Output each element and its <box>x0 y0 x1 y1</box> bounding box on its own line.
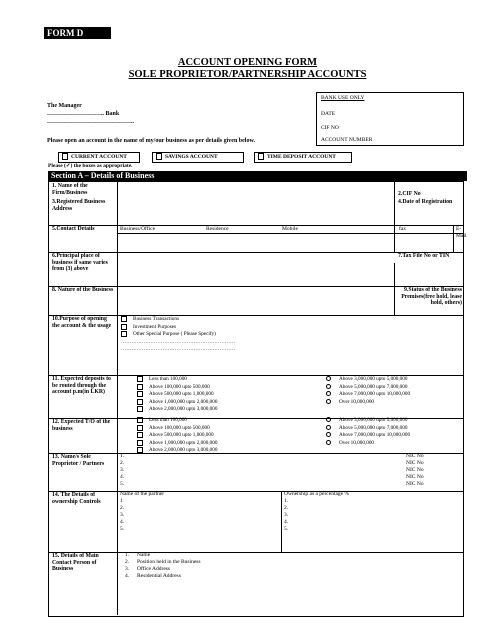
partner-row[interactable]: 2. <box>120 460 125 466</box>
radio-icon[interactable] <box>326 399 331 404</box>
bank-use-cif[interactable]: CIF NO <box>321 125 339 131</box>
radio-icon[interactable] <box>326 376 331 381</box>
field-contact-details: 5.Contact Details <box>52 226 95 232</box>
contact-person-list <box>125 552 201 580</box>
addressee-manager: The Manager <box>47 103 82 109</box>
radio-icon[interactable] <box>326 440 331 445</box>
ownership-percent-row[interactable]: 5. <box>284 526 289 532</box>
turnover-range-option[interactable]: Above 3,000,000 upto 5,000,000 <box>326 417 410 425</box>
request-text: Please open an account in the name of my/our business as per details given below. <box>47 138 255 144</box>
turnover-range-option[interactable]: Over 10,000,000 <box>326 440 410 448</box>
checkbox-icon[interactable] <box>121 324 127 330</box>
bank-use-account-number[interactable]: ACCOUNT NUMBER <box>321 137 373 143</box>
field-ownership: 14. The Details of ownership Controls <box>52 492 101 505</box>
ownership-percent-row[interactable]: 4. <box>284 519 289 525</box>
details-table <box>48 181 467 617</box>
ownership-partner-row[interactable]: 5. <box>120 526 125 532</box>
contact-person-name[interactable]: 1. Name <box>125 552 151 558</box>
bank-use-box <box>316 92 464 146</box>
addressee-bank: ……………………….. Bank <box>47 111 120 117</box>
current-account-option[interactable]: CURRENT ACCOUNT <box>58 152 140 163</box>
radio-icon[interactable] <box>326 384 331 389</box>
checkbox-icon[interactable] <box>121 331 127 337</box>
tick-note: Please (✓) the boxes as appropriate. <box>48 163 133 169</box>
ownership-partner-row[interactable]: 3. <box>120 512 125 518</box>
turnover-ranges-left <box>137 417 217 455</box>
deposit-range-option[interactable]: Less than 100,000 <box>137 376 217 384</box>
checkbox-icon[interactable] <box>137 447 143 453</box>
partner-row[interactable]: 5. <box>120 481 125 487</box>
addressee-blank: …………………………………….. <box>47 119 134 125</box>
field-expected-turnover: 12. Expected T/O of the business <box>52 419 111 432</box>
deposit-range-option[interactable]: Above 1,000,000 upto 2,000,000 <box>137 399 217 407</box>
purpose-specify-line[interactable]: ………………………………………………………… <box>121 346 236 352</box>
deposit-range-option[interactable]: Above 3,000,000 upto 5,000,000 <box>326 376 410 384</box>
deposit-range-option[interactable]: Over 10,000,000 <box>326 399 410 407</box>
checkbox-icon[interactable] <box>137 376 143 382</box>
ownership-percent-column <box>284 491 349 533</box>
contact-business-office[interactable]: Business/Office <box>120 226 156 232</box>
turnover-range-option[interactable]: Above 2,000,000 upto 3,000,000 <box>137 447 217 455</box>
purpose-option-other[interactable]: Other Special Purpose ( Please Specify) <box>121 331 235 339</box>
nic-field[interactable]: NIC No <box>406 467 424 473</box>
turnover-range-option[interactable]: Above 100,000 upto 500,000 <box>137 425 217 433</box>
partner-row[interactable]: 3. <box>120 467 125 473</box>
checkbox-icon[interactable] <box>137 384 143 390</box>
turnover-range-option[interactable]: Above 1,000,000 upto 2,000,000 <box>137 440 217 448</box>
field-firm-name: 1. Name of the Firm/Business <box>52 183 88 196</box>
purpose-option-investment[interactable]: Investment Purposes <box>121 324 235 332</box>
ownership-partner-header: Name of the partner <box>120 491 165 497</box>
deposit-range-option[interactable]: Above 2,000,000 upto 3,000,000 <box>137 406 217 414</box>
checkbox-icon[interactable] <box>137 417 143 423</box>
checkbox-icon[interactable] <box>137 391 143 397</box>
ownership-partner-row[interactable]: 4. <box>120 519 125 525</box>
savings-account-option[interactable]: SAVINGS ACCOUNT <box>152 152 244 163</box>
contact-fax[interactable]: fax <box>399 226 407 232</box>
turnover-range-option[interactable]: Above 500,000 upto 1,000,000 <box>137 432 217 440</box>
partner-list <box>120 453 124 488</box>
checkbox-icon[interactable] <box>258 153 264 160</box>
radio-icon[interactable] <box>326 432 331 437</box>
field-registered-address: 3.Registered Business Address <box>52 199 106 212</box>
checkbox-icon[interactable] <box>137 432 143 438</box>
field-contact-person: 15. Details of Main Contact Person of Business <box>52 553 99 573</box>
ownership-percent-row[interactable]: 1. <box>284 498 289 504</box>
form-title: ACCOUNT OPENING FORM <box>177 57 318 68</box>
deposit-range-option[interactable]: Above 5,000,000 upto 7,000,000 <box>326 384 410 392</box>
contact-person-office-address[interactable]: 3. Office Address <box>125 566 171 572</box>
field-principal-place: 6.Principal place of business if same varies from (3) above <box>52 253 108 273</box>
field-cif-no[interactable]: 2.CIF No <box>398 191 421 197</box>
deposit-range-option[interactable]: Above 500,000 upto 1,000,000 <box>137 391 217 399</box>
purpose-option-business[interactable]: Business Transactions <box>121 316 235 324</box>
nic-field[interactable]: NIC No <box>406 453 424 459</box>
checkbox-icon[interactable] <box>137 425 143 431</box>
radio-icon[interactable] <box>326 425 331 430</box>
ownership-partner-row[interactable]: 2. <box>120 505 125 511</box>
nic-field[interactable]: NIC No <box>406 474 424 480</box>
deposit-ranges-left <box>137 376 217 414</box>
partner-row[interactable]: 1. <box>120 453 125 459</box>
field-tax-file-no[interactable]: 7.Tax File No or TIN <box>398 253 450 259</box>
section-a-header: Section A – Details of Business <box>48 171 467 181</box>
nic-list <box>406 453 424 488</box>
ownership-percent-row[interactable]: 2. <box>284 505 289 511</box>
ownership-percent-row[interactable]: 3. <box>284 512 289 518</box>
turnover-range-option[interactable]: Above 5,000,000 upto 7,000,000 <box>326 425 410 433</box>
nic-field[interactable]: NIC No <box>406 460 424 466</box>
ownership-partner-row[interactable]: 1 <box>120 498 123 504</box>
bank-use-header: BANK USE ONLY <box>321 95 365 101</box>
time-deposit-option[interactable]: TIME DEPOSIT ACCOUNT <box>254 152 352 163</box>
form-label: FORM D <box>44 27 111 39</box>
radio-icon[interactable] <box>326 391 331 396</box>
partner-row[interactable]: 4. <box>120 474 125 480</box>
form-subtitle: SOLE PROPRIETOR/PARTNERSHIP ACCOUNTS <box>128 69 367 80</box>
contact-person-residential-address[interactable]: 4. Residential Address <box>125 573 181 579</box>
field-purpose: 10.Purpose of opening the account & the usage <box>52 316 112 329</box>
deposit-range-option[interactable]: Above 7,000,000 upto 10,000,000 <box>326 391 410 399</box>
checkbox-icon[interactable] <box>137 406 143 412</box>
checkbox-icon[interactable] <box>156 153 162 160</box>
checkbox-icon[interactable] <box>137 440 143 446</box>
ownership-partner-column <box>120 491 164 533</box>
nic-field[interactable]: NIC No <box>406 481 424 487</box>
bank-use-date[interactable]: DATE <box>321 111 336 117</box>
turnover-ranges-right <box>326 417 410 447</box>
ownership-percent-header: Ownership as a percentage % <box>284 491 350 497</box>
checkbox-icon[interactable] <box>121 316 127 322</box>
contact-mobile[interactable]: Mobile <box>282 226 298 232</box>
contact-residence[interactable]: Residence <box>206 226 229 232</box>
field-partner-names: 13. Name/s Sole Proprietor / Partners <box>52 454 105 467</box>
contact-person-position[interactable]: 2. Position held in the Business <box>125 559 201 565</box>
checkbox-icon[interactable] <box>137 399 143 405</box>
turnover-range-option[interactable]: Less than 100,000 <box>137 417 217 425</box>
field-registration-date[interactable]: 4.Date of Registration <box>398 199 453 205</box>
purpose-specify-line[interactable]: ………………………………………………………… <box>121 338 236 345</box>
purpose-options <box>121 316 235 354</box>
deposit-ranges-right <box>326 376 410 406</box>
field-nature-of-business: 8. Nature of the Business <box>52 287 114 293</box>
turnover-range-option[interactable]: Above 7,000,000 upto 10,000,000 <box>326 432 410 440</box>
deposit-range-option[interactable]: Above 100,000 upto 500,000 <box>137 384 217 392</box>
contact-email[interactable]: E-Mail <box>456 226 467 239</box>
checkbox-icon[interactable] <box>62 153 68 160</box>
field-expected-deposits: 11. Expected deposits to be routed through the account p.m(in LKR) <box>52 376 111 396</box>
field-premises-status[interactable]: 9.Status of the Business Premises(free hold, lease hold, others) <box>401 287 462 307</box>
radio-icon[interactable] <box>326 417 331 422</box>
